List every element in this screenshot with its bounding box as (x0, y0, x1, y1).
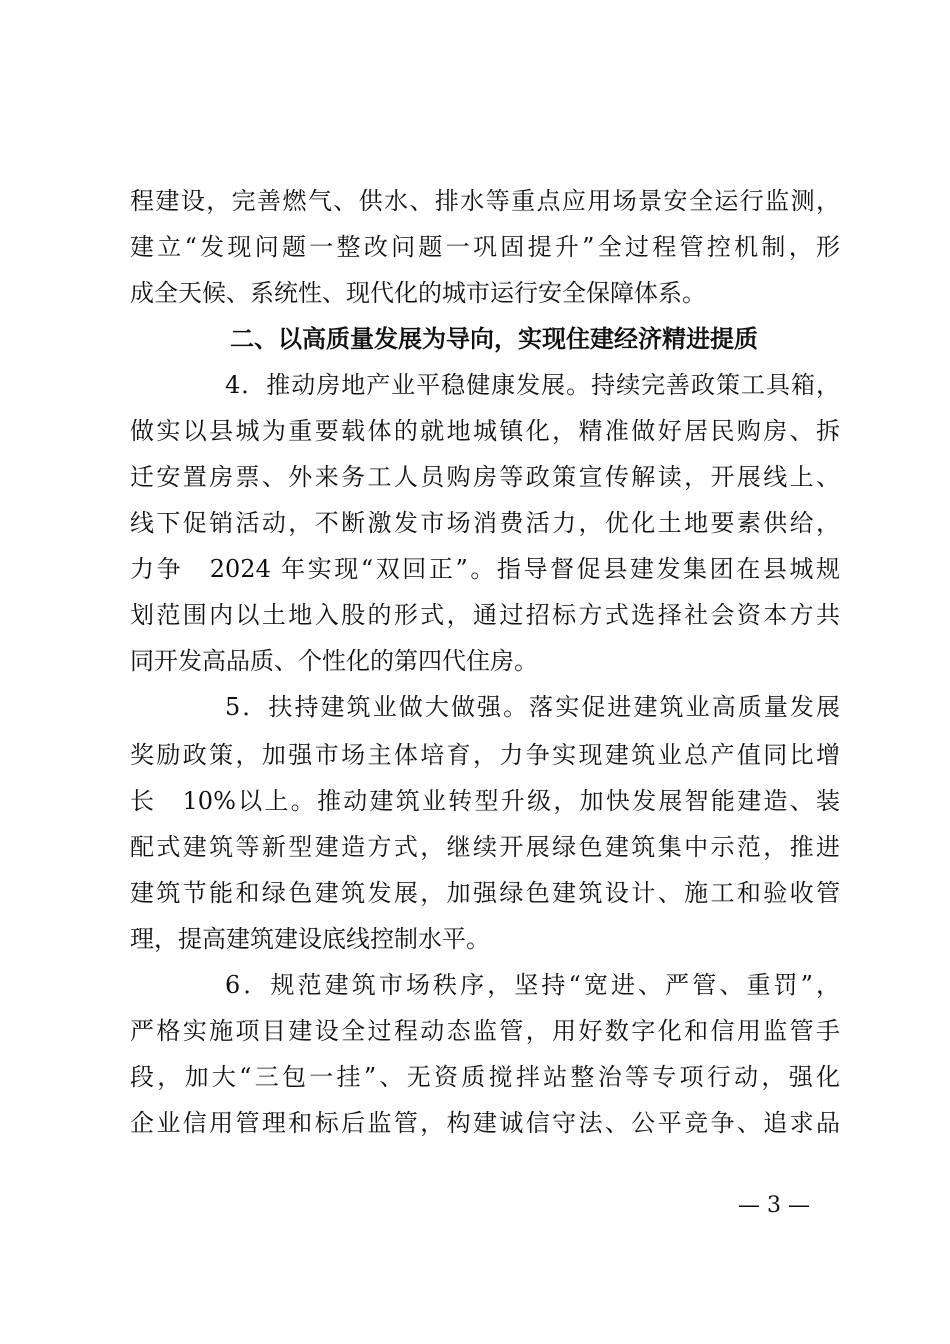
paragraph-line: 线下促销活动，不断激发市场消费活力，优化土地要素供给， (130, 509, 840, 537)
paragraph-line: 同开发高品质、个性化的第四代住房。 (130, 647, 538, 675)
paragraph-line: 奖励政策，加强市场主体培育，力争实现建筑业总产值同比增 (130, 741, 840, 769)
paragraph-line: 程建设，完善燃气、供水、排水等重点应用场景安全运行监测， (130, 187, 840, 215)
paragraph-line: 长 10%以上。推动建筑业转型升级，加快发展智能建造、装 (130, 787, 840, 815)
paragraph-line: 严格实施项目建设全过程动态监管，用好数字化和信用监管手 (130, 1017, 840, 1045)
paragraph-line: 建筑节能和绿色建筑发展，加强绿色建筑设计、施工和验收管 (130, 879, 840, 907)
paragraph-line: 成全天候、系统性、现代化的城市运行安全保障体系。 (130, 279, 706, 307)
paragraph-line: 迁安置房票、外来务工人员购房等政策宣传解读，开展线上、 (130, 463, 840, 491)
paragraph-line: 划范围内以土地入股的形式，通过招标方式选择社会资本方共 (130, 601, 840, 629)
page-number: — 3 — (738, 1193, 810, 1218)
paragraph-line: 力争 2024 年实现“双回正”。指导督促县建发集团在县城规 (130, 555, 840, 583)
section-heading: 二、以高质量发展为导向，实现住建经济精进提质 (230, 325, 758, 353)
paragraph-line: 做实以县城为重要载体的就地城镇化，精准做好居民购房、拆 (130, 417, 840, 445)
paragraph-line: 段，加大“三包一挂”、无资质搅拌站整治等专项行动，强化 (130, 1063, 840, 1091)
paragraph-line: 建立“发现问题一整改问题一巩固提升”全过程管控机制，形 (130, 233, 840, 261)
paragraph-line: 理，提高建筑建设底线控制水平。 (130, 925, 490, 953)
paragraph-line: 配式建筑等新型建造方式，继续开展绿色建筑集中示范，推进 (130, 833, 840, 861)
paragraph-line: 5．扶持建筑业做大做强。落实促进建筑业高质量发展 (225, 693, 840, 721)
paragraph-line: 4．推动房地产业平稳健康发展。持续完善政策工具箱， (225, 371, 840, 399)
paragraph-line: 企业信用管理和标后监管，构建诚信守法、公平竞争、追求品 (130, 1109, 840, 1137)
paragraph-line: 6．规范建筑市场秩序，坚持“宽进、严管、重罚”， (225, 971, 840, 999)
